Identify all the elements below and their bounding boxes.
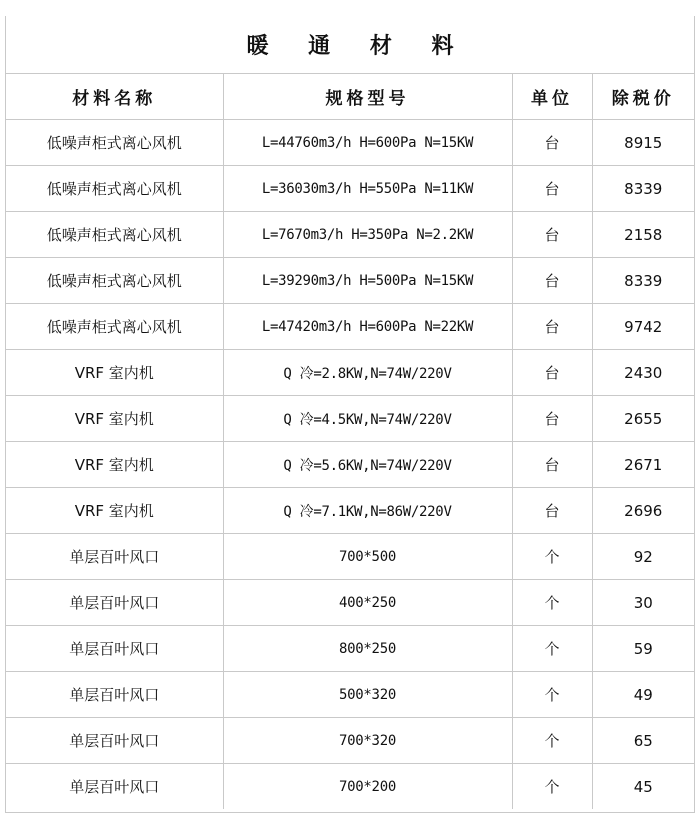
cell-material-name: VRF 室内机: [6, 488, 223, 534]
table-body: [6, 120, 694, 810]
cell-material-name: 单层百叶风口: [6, 626, 223, 672]
cell-unit: 个: [512, 718, 592, 764]
table-row: [6, 212, 694, 258]
cell-unit: 个: [512, 580, 592, 626]
table-row: [6, 534, 694, 580]
table-row: [6, 166, 694, 212]
table-row: [6, 258, 694, 304]
table-row: [6, 672, 694, 718]
cell-specification: 700*320: [223, 718, 512, 764]
cell-unit: 个: [512, 672, 592, 718]
cell-unit: 台: [512, 166, 592, 212]
cell-price: 45: [592, 764, 694, 810]
cell-material-name: 低噪声柜式离心风机: [6, 258, 223, 304]
cell-price: 92: [592, 534, 694, 580]
cell-material-name: VRF 室内机: [6, 442, 223, 488]
cell-unit: 台: [512, 120, 592, 166]
table-row: [6, 396, 694, 442]
cell-specification: 700*200: [223, 764, 512, 810]
cell-specification: Q 冷=5.6KW,N=74W/220V: [223, 442, 512, 488]
table-row: [6, 120, 694, 166]
cell-material-name: 低噪声柜式离心风机: [6, 304, 223, 350]
cell-unit: 台: [512, 350, 592, 396]
cell-material-name: 单层百叶风口: [6, 764, 223, 810]
table-row: [6, 626, 694, 672]
cell-price: 2696: [592, 488, 694, 534]
table-row: [6, 718, 694, 764]
materials-table: [6, 74, 694, 809]
cell-specification: L=7670m3/h H=350Pa N=2.2KW: [223, 212, 512, 258]
cell-price: 9742: [592, 304, 694, 350]
table-row: [6, 442, 694, 488]
cell-price: 2655: [592, 396, 694, 442]
cell-material-name: 低噪声柜式离心风机: [6, 212, 223, 258]
cell-specification: 700*500: [223, 534, 512, 580]
cell-material-name: 单层百叶风口: [6, 672, 223, 718]
cell-price: 2430: [592, 350, 694, 396]
cell-price: 8339: [592, 258, 694, 304]
title-row: [6, 16, 694, 74]
table-row: [6, 350, 694, 396]
cell-specification: L=44760m3/h H=600Pa N=15KW: [223, 120, 512, 166]
cell-specification: Q 冷=7.1KW,N=86W/220V: [223, 488, 512, 534]
cell-unit: 台: [512, 258, 592, 304]
cell-material-name: 单层百叶风口: [6, 534, 223, 580]
cell-specification: Q 冷=2.8KW,N=74W/220V: [223, 350, 512, 396]
cell-unit: 台: [512, 212, 592, 258]
cell-price: 30: [592, 580, 694, 626]
header-material-name: 材料名称: [6, 74, 223, 120]
cell-price: 2671: [592, 442, 694, 488]
header-specification: 规格型号: [223, 74, 512, 120]
materials-sheet: [5, 16, 695, 813]
cell-material-name: 低噪声柜式离心风机: [6, 120, 223, 166]
cell-material-name: VRF 室内机: [6, 396, 223, 442]
cell-specification: Q 冷=4.5KW,N=74W/220V: [223, 396, 512, 442]
cell-price: 2158: [592, 212, 694, 258]
cell-unit: 台: [512, 488, 592, 534]
cell-price: 49: [592, 672, 694, 718]
cell-specification: L=47420m3/h H=600Pa N=22KW: [223, 304, 512, 350]
cell-specification: 500*320: [223, 672, 512, 718]
cell-material-name: 单层百叶风口: [6, 718, 223, 764]
table-row: [6, 304, 694, 350]
cell-price: 65: [592, 718, 694, 764]
header-unit: 单位: [512, 74, 592, 120]
page-title: 暖 通 材 料: [246, 34, 470, 59]
table-row: [6, 764, 694, 810]
cell-specification: L=39290m3/h H=500Pa N=15KW: [223, 258, 512, 304]
cell-unit: 个: [512, 534, 592, 580]
table-row: [6, 580, 694, 626]
cell-unit: 个: [512, 764, 592, 810]
cell-unit: 台: [512, 304, 592, 350]
cell-unit: 个: [512, 626, 592, 672]
cell-unit: 台: [512, 442, 592, 488]
cell-price: 59: [592, 626, 694, 672]
cell-material-name: 低噪声柜式离心风机: [6, 166, 223, 212]
header-row: [6, 74, 694, 120]
cell-price: 8339: [592, 166, 694, 212]
cell-unit: 台: [512, 396, 592, 442]
cell-material-name: 单层百叶风口: [6, 580, 223, 626]
header-price-excl-tax: 除税价: [592, 74, 694, 120]
cell-specification: 400*250: [223, 580, 512, 626]
cell-specification: L=36030m3/h H=550Pa N=11KW: [223, 166, 512, 212]
cell-specification: 800*250: [223, 626, 512, 672]
cell-material-name: VRF 室内机: [6, 350, 223, 396]
cell-price: 8915: [592, 120, 694, 166]
table-row: [6, 488, 694, 534]
